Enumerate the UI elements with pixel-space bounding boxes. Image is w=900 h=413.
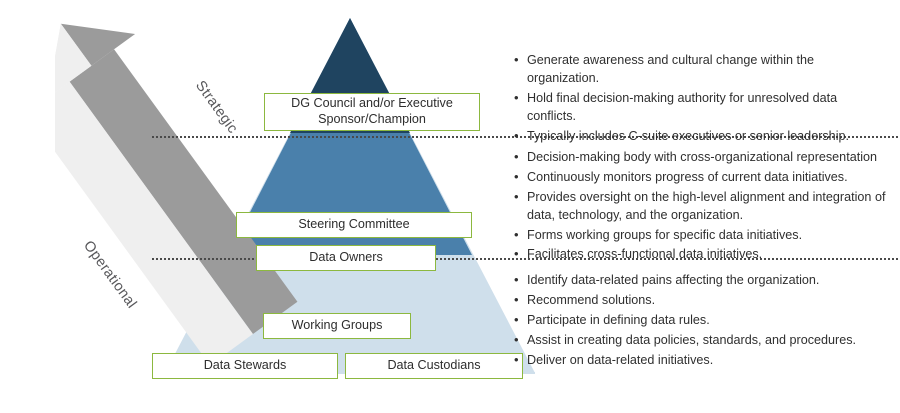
- arrow-label-operational: Operational: [80, 238, 140, 312]
- role-box-data-stewards[interactable]: [152, 353, 338, 379]
- bullet-item: • Deliver on data-related initiatives.: [512, 352, 894, 370]
- role-box-data-stewards-label: Data Stewards: [203, 358, 287, 373]
- bullets-strategic: [512, 52, 888, 147]
- role-box-steering-committee-label: Steering Committee: [298, 217, 410, 232]
- bullet-item: • Continuously monitors progress of current data initiatives.: [512, 169, 894, 187]
- bullet-item: • Recommend solutions.: [512, 292, 894, 310]
- bullet-item: • Forms working groups for specific data initiatives.: [512, 227, 894, 245]
- role-box-dg-council-label: DG Council and/or Executive Sponsor/Champion: [291, 96, 453, 126]
- arrow-label-strategic: Strategic: [192, 78, 241, 137]
- bullets-operational: [512, 272, 894, 371]
- role-box-working-groups[interactable]: [263, 313, 411, 339]
- role-box-data-owners[interactable]: [256, 245, 436, 271]
- bullet-item: • Generate awareness and cultural change within the organization.: [512, 52, 888, 88]
- role-box-data-owners-label: Data Owners: [309, 250, 383, 265]
- bullet-item: • Decision-making body with cross-organizational representation: [512, 149, 894, 167]
- bullet-item: • Provides oversight on the high-level alignment and integration of data, technology, and the organization.: [512, 189, 894, 225]
- role-box-dg-council[interactable]: [264, 93, 480, 131]
- role-box-working-groups-label: Working Groups: [291, 318, 383, 333]
- bullet-item: • Hold final decision-making authority for unresolved data conflicts.: [512, 90, 888, 126]
- bullet-item: • Assist in creating data policies, standards, and procedures.: [512, 332, 894, 350]
- bullet-item: • Participate in defining data rules.: [512, 312, 894, 330]
- role-box-data-custodians[interactable]: [345, 353, 523, 379]
- bullet-item: • Typically includes C-suite executives or senior leadership.: [512, 128, 888, 146]
- role-box-data-custodians-label: Data Custodians: [387, 358, 481, 373]
- bullets-tactical: [512, 149, 894, 266]
- role-box-steering-committee[interactable]: [236, 212, 472, 238]
- bullet-item: • Facilitates cross-functional data initiatives.: [512, 246, 894, 264]
- bullet-item: • Identify data-related pains affecting the organization.: [512, 272, 894, 290]
